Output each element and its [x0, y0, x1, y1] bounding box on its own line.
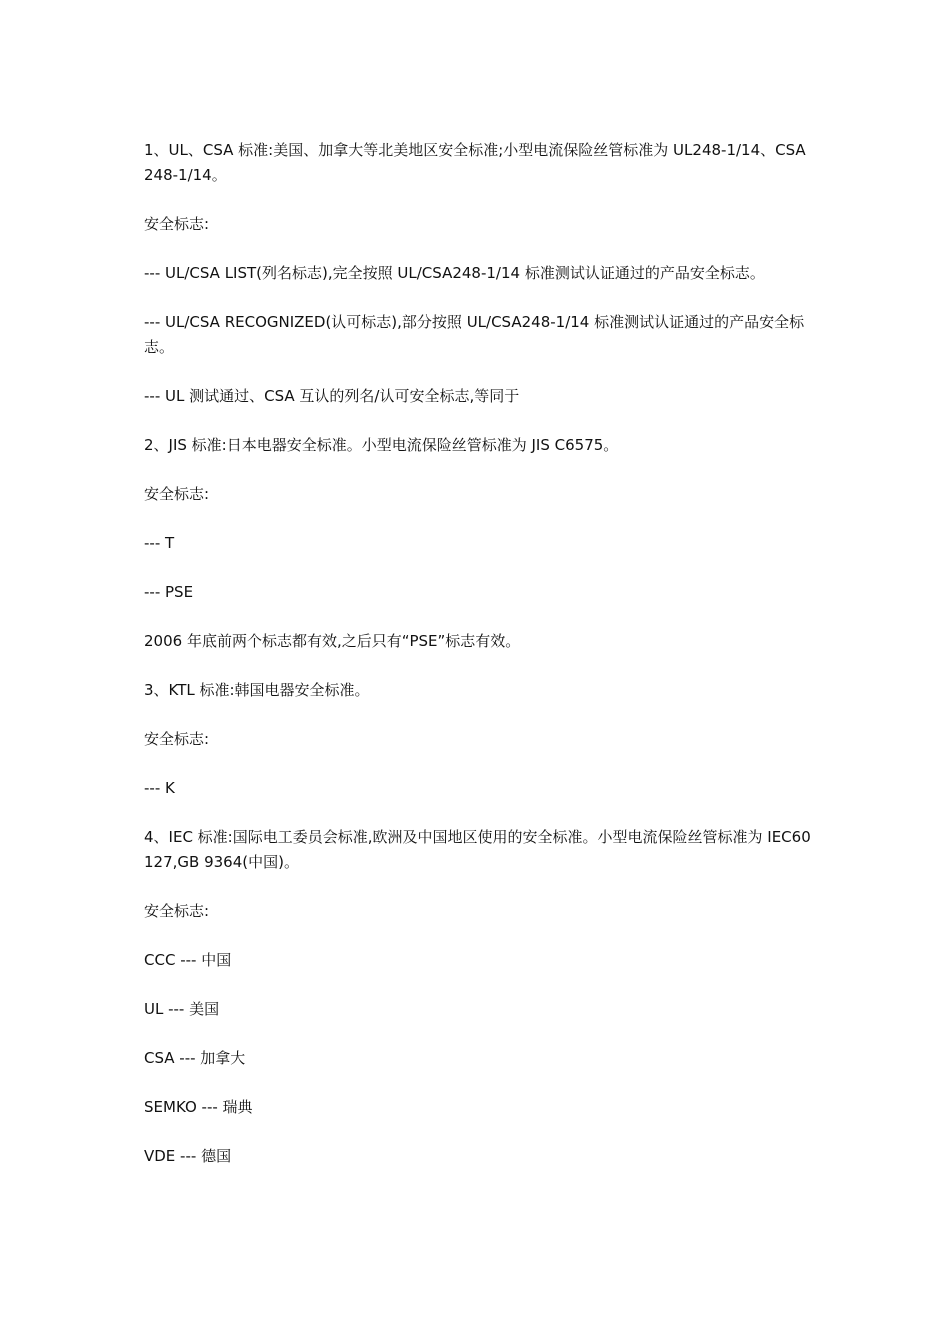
paragraph-mark-vde: VDE --- 德国 [144, 1147, 232, 1165]
paragraph-pse-note: 2006 年底前两个标志都有效,之后只有“PSE”标志有效。 [144, 632, 521, 650]
document-page [144, 138, 814, 1193]
paragraph-mark-pse: --- PSE [144, 583, 194, 601]
paragraph-mark-semko: SEMKO --- 瑞典 [144, 1098, 253, 1116]
paragraph-ul-csa-mutual: --- UL 测试通过、CSA 互认的列名/认可安全标志,等同于 [144, 387, 520, 405]
paragraph-mark-ul: UL --- 美国 [144, 1000, 220, 1018]
paragraph-ul-csa-standard: 1、UL、CSA 标准:美国、加拿大等北美地区安全标准;小型电流保险丝管标准为 UL248-1/14、CSA248-1/14。 [144, 141, 806, 184]
paragraph-ul-csa-recognized: --- UL/CSA RECOGNIZED(认可标志),部分按照 UL/CSA248-1/14 标准测试认证通过的产品安全标志。 [144, 313, 805, 356]
paragraph-safety-mark-label: 安全标志: [144, 485, 210, 503]
paragraph-mark-t: --- T [144, 534, 175, 552]
paragraph-ktl-standard: 3、KTL 标准:韩国电器安全标准。 [144, 681, 370, 699]
paragraph-mark-ccc: CCC --- 中国 [144, 951, 232, 969]
paragraph-jis-standard: 2、JIS 标准:日本电器安全标准。小型电流保险丝管标准为 JIS C6575。 [144, 436, 619, 454]
paragraph-safety-mark-label: 安全标志: [144, 730, 210, 748]
paragraph-iec-standard: 4、IEC 标准:国际电工委员会标准,欧洲及中国地区使用的安全标准。小型电流保险丝管标准为 IEC60 127,GB 9364(中国)。 [144, 828, 811, 871]
paragraph-safety-mark-label: 安全标志: [144, 215, 210, 233]
paragraph-safety-mark-label: 安全标志: [144, 902, 210, 920]
paragraph-mark-k: --- K [144, 779, 175, 797]
paragraph-mark-csa: CSA --- 加拿大 [144, 1049, 246, 1067]
paragraph-ul-csa-list: --- UL/CSA LIST(列名标志),完全按照 UL/CSA248-1/14 标准测试认证通过的产品安全标志。 [144, 264, 765, 282]
